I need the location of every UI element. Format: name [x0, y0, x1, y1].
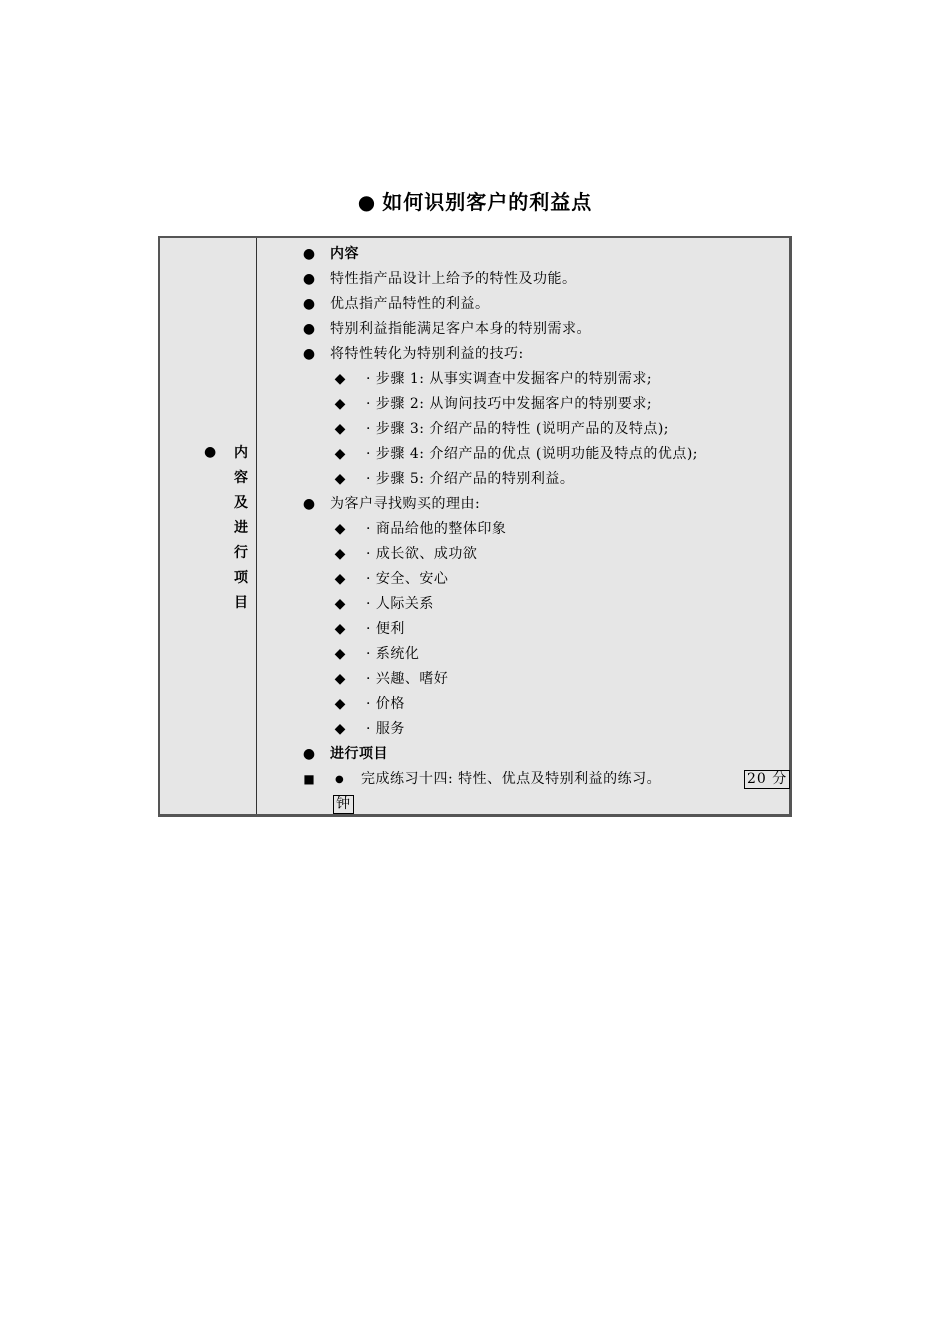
diamond-bullet-icon: ◆: [334, 471, 346, 487]
list-item-text: 特别利益指能满足客户本身的特别需求。: [330, 321, 591, 337]
list-item: [301, 342, 781, 367]
list-item-text: 为客户寻找购买的理由:: [330, 496, 481, 512]
list-item: [301, 517, 781, 542]
diamond-bullet-icon: ◆: [334, 621, 346, 637]
list-item: [301, 317, 781, 342]
exercise-item: [301, 767, 788, 792]
circle-bullet-icon: ●: [302, 496, 316, 512]
diamond-bullet-icon: ◆: [334, 721, 346, 737]
list-item-text: · 步骤 3: 介绍产品的特性 (说明产品的及特点);: [366, 421, 670, 437]
list-item: [301, 367, 781, 392]
list-item-text: · 步骤 5: 介绍产品的特别利益。: [366, 471, 575, 487]
list-item: [301, 617, 781, 642]
title-bullet-icon: ●: [357, 190, 377, 214]
diamond-bullet-icon: ◆: [334, 371, 346, 387]
time-badge: 20 分: [744, 770, 790, 789]
list-item: [301, 692, 781, 717]
list-item-text: · 步骤 2: 从询问技巧中发掘客户的特别要求;: [366, 396, 653, 412]
circle-bullet-icon: ●: [302, 746, 316, 762]
label-bullet-icon: ●: [204, 444, 217, 460]
diamond-bullet-icon: ◆: [334, 596, 346, 612]
list-item-text: · 步骤 4: 介绍产品的优点 (说明功能及特点的优点);: [366, 446, 699, 462]
list-item: [301, 267, 781, 292]
list-item: [301, 242, 781, 267]
square-bullet-icon: ■: [303, 772, 315, 786]
list-item-text: · 服务: [366, 721, 405, 737]
diamond-bullet-icon: ◆: [334, 421, 346, 437]
list-item: [301, 717, 781, 742]
list-item-text: 特性指产品设计上给予的特性及功能。: [330, 271, 577, 287]
diamond-bullet-icon: ◆: [334, 571, 346, 587]
list-item-text: 将特性转化为特别利益的技巧:: [330, 346, 524, 362]
list-item-text: · 价格: [366, 696, 405, 712]
list-item-text: · 步骤 1: 从事实调查中发掘客户的特别需求;: [366, 371, 653, 387]
diamond-bullet-icon: ◆: [334, 696, 346, 712]
diamond-bullet-icon: ◆: [334, 546, 346, 562]
list-item-text: · 成长欲、成功欲: [366, 546, 478, 562]
list-item: [301, 467, 781, 492]
circle-bullet-icon: ●: [302, 321, 316, 337]
list-item: [301, 667, 781, 692]
list-item-text: · 系统化: [366, 646, 420, 662]
circle-bullet-icon: ●: [302, 296, 316, 312]
list-item-text: 内容: [330, 246, 359, 262]
list-item-text: 优点指产品特性的利益。: [330, 296, 490, 312]
list-item: [301, 492, 781, 517]
circle-bullet-icon: ●: [302, 246, 316, 262]
circle-bullet-icon: ●: [335, 774, 344, 785]
exercise-item-continued: [301, 792, 781, 817]
list-item-text: · 便利: [366, 621, 405, 637]
list-item: [301, 542, 781, 567]
list-item: [301, 742, 781, 767]
list-item-text: 进行项目: [330, 746, 388, 762]
label-text: 内容及进行项目: [234, 445, 248, 611]
content-list: [301, 242, 788, 817]
list-item-text: · 人际关系: [366, 596, 434, 612]
label-column: [160, 238, 257, 814]
content-table: [158, 236, 792, 817]
list-item: [301, 292, 781, 317]
diamond-bullet-icon: ◆: [334, 646, 346, 662]
diamond-bullet-icon: ◆: [334, 396, 346, 412]
list-item-text: · 安全、安心: [366, 571, 449, 587]
list-item: [301, 567, 781, 592]
list-item: [301, 417, 781, 442]
list-item-text: · 商品给他的整体印象: [366, 521, 507, 537]
diamond-bullet-icon: ◆: [334, 671, 346, 687]
diamond-bullet-icon: ◆: [334, 446, 346, 462]
list-item: [301, 442, 781, 467]
title-text: 如何识别客户的利益点: [382, 190, 593, 214]
list-item: [301, 642, 781, 667]
diamond-bullet-icon: ◆: [334, 521, 346, 537]
list-item: [301, 592, 781, 617]
time-badge-continued: 钟: [333, 795, 354, 814]
list-item: [301, 392, 781, 417]
list-item-text: · 兴趣、嗜好: [366, 671, 449, 687]
page-title: [0, 186, 950, 215]
circle-bullet-icon: ●: [302, 271, 316, 287]
exercise-text: 完成练习十四: 特性、优点及特别利益的练习。: [361, 771, 662, 787]
circle-bullet-icon: ●: [302, 346, 316, 362]
